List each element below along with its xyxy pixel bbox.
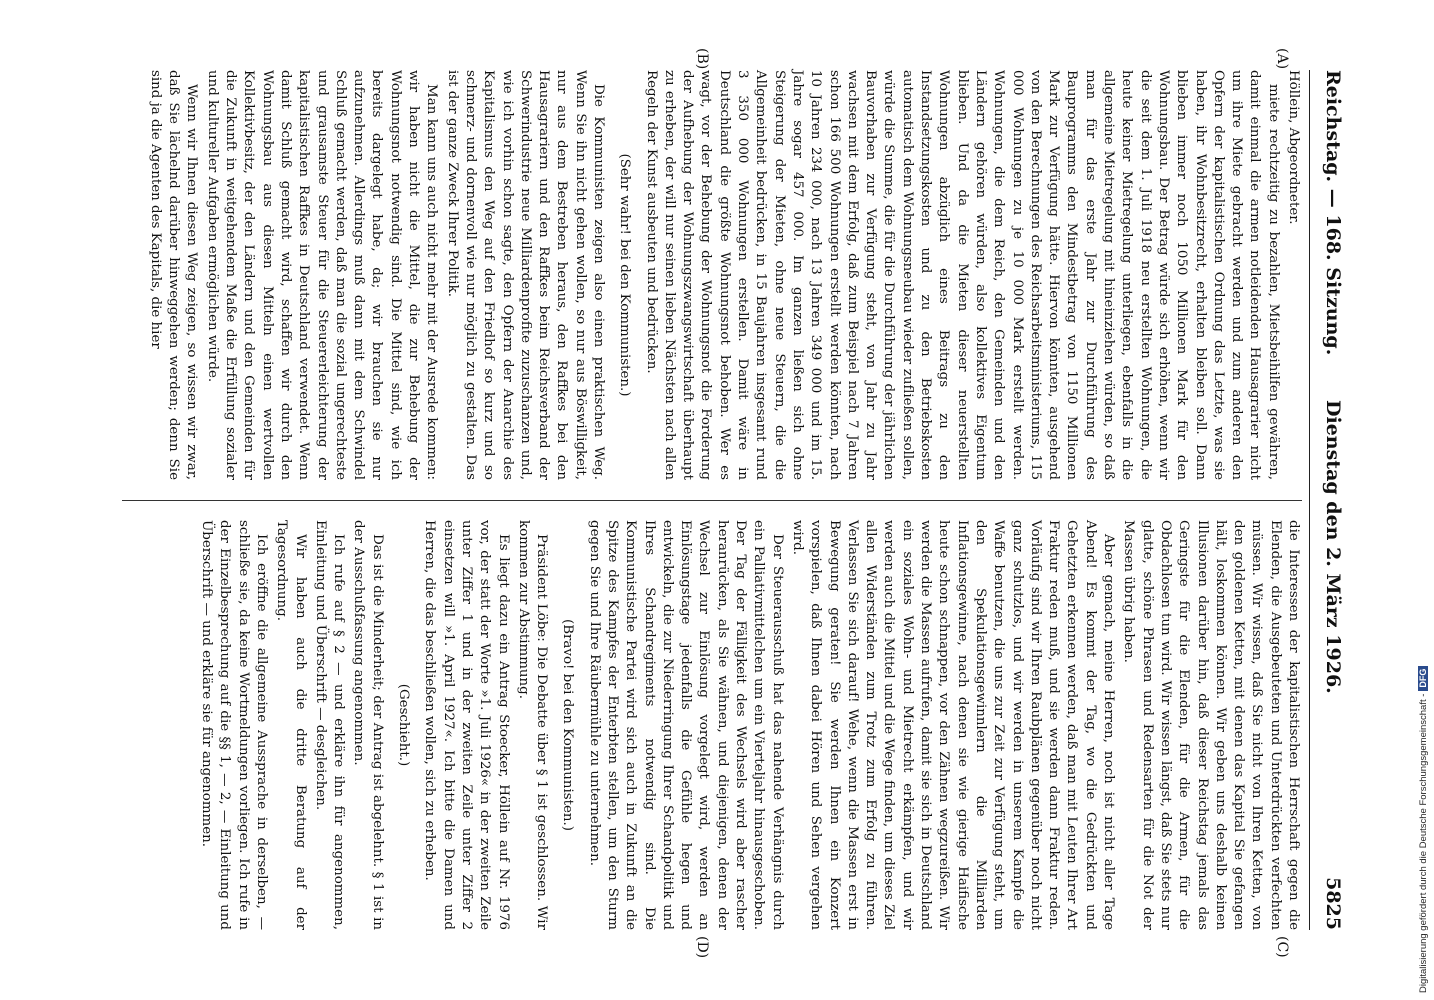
dfg-logo: DFG (1418, 666, 1428, 691)
paragraph: Wenn wir Ihnen diesen Weg zeigen, so wissen wir zwar, daß Sie lächelnd darüber hinweggehen werden; denn Sie sind ja die Agenten des Kapitals, die hier (147, 70, 200, 480)
margin-letter-c: (C) (1274, 936, 1290, 958)
interjection: (Bravo! bei den Kommunisten.) (560, 618, 576, 832)
paragraph: Wir haben auch die dritte Beratung auf der Tagesordnung. (274, 520, 308, 930)
president-statement: Präsident Löbe: Die Debatte über § 1 ist geschlossen. Wir kommen zur Abstimmung. (515, 520, 550, 930)
paragraph: Es liegt dazu ein Antrag Stoecker, Höllein auf Nr. 1976 vor, der statt der Worte »1. Juli 1926« in der zweiten Zeile unter Ziffer 1 und in der zweiten Zeile unter Ziffer 2 einsetzen will »1. April 1927«. Ich bitte die Damen und Herren, die das beschließen wollen, sich zu erheben. (422, 520, 511, 930)
margin-letter-b: (B) (694, 48, 710, 70)
paragraph: Ich rufe auf § 2 — und erkläre ihn für angenommen, Einleitung und Überschrift — desgleichen. (312, 520, 347, 930)
header-left: Reichstag. — 168. Sitzung. (1322, 70, 1344, 356)
column-divider (122, 500, 1302, 501)
left-column (144, 70, 1302, 480)
paragraph: Der Steuerausschuß hat das nahende Verhängnis durch ein Palliativmittelchen um ein Vierteljahr hinausgeschoben. Der Tag der Fälligkeit des Wechsels wird aber rascher heranrücken, als Sie wähnen, und diejenigen, denen der Wechsel zur Einlösung vorgelegt wird, werden an Einlösungstage jedenfalls die Gefühle hegen und entwickeln, die zur Niederringung Ihrer Schandpolitik und Ihres Schandregiments notwendig sind. Die Kommunistische Partei wird sich auch in Zukunft an die Spitze des Kampfes der Enterbten stellen, um den Sturm gegen Sie und Ihre Räubermühle zu unternehmen. (586, 520, 785, 930)
margin-letter-d: (D) (694, 936, 710, 959)
page-header (1309, 70, 1350, 930)
paragraph: Aber gemach, meine Herren, noch ist nicht aller Tage Abend! Es kommt der Tag, wo die Gedrückten und Gehetzten erkennen werden, daß man mit Leuten Ihrer Art Fraktur reden muß, und sie werden dann Fraktur reden. Vorläufig sind wir Ihren Raubplänen gegenüber noch nicht ganz schutzlos, und wir werden in unserem Kampfe die Waffe benutzen, die uns zur Zeit zur Verfügung steht, um den Spekulationsgewinnlern die Milliarden Inflationsgewinne, nach denen sie wie gierige Haifische heute schon schnappen, vor den Zähnen wegzureißen. Wir werden die Massen aufrufen, damit sie sich in Deutschland ein soziales Wohn- und Mietrecht erkämpfen, und wir werden auch die Mittel und die Wege finden, um dieses Ziel allen Widerständen zum Trotz zum Erfolg zu führen. Verlassen Sie sich darauf! Wehe, wenn die Massen erst in Bewegung geraten! Sie werden Ihnen ein Konzert vorspielen, daß Ihnen dabei Hören und Sehen vergehen wird. (789, 520, 1117, 930)
interjection: (Sehr wahr! bei den Kommunisten.) (617, 153, 633, 397)
paragraph: Die Kommunisten zeigen also einen praktischen Weg. Wenn Sie ihn nicht gehen wollen, so nur aus Böswilligkeit, nur aus dem Bestreben heraus, den Raffkes bei den Hausagrariern und den Raffkes beim Reichsverband der Schwerindustrie neue Milliardenprofite zuzuschanzen und, wie ich vorhin schon sagte, den Opfern der Anarchie des Kapitalismus den Weg auf den Friedhof so kurz und so schmerz- und dornenvoll wie nur möglich zu gestalten. Das ist der ganze Zweck Ihrer Politik. (444, 70, 607, 480)
paragraph: die Interessen der kapitalistischen Herrschaft gegen die Elenden, die Ausgebeuteten und Unterdrückten verfechten müssen. Wir wissen, daß Sie nicht von Ihren Ketten, von den goldenen Ketten, mit denen das Kapital Sie gefangen hält, loskommen können. Wir geben uns deshalb keinen Illusionen darüber hin, daß dieser Reichstag jemals das Geringste für die Elenden, für die Armen, für die Obdachlosen tun wird. Wir wissen längst, daß Sie stets nur glatte, schöne Phrasen und Redensarten für die Not der Massen übrig haben. (1121, 520, 1301, 930)
interjection: (Geschieht.) (396, 683, 412, 767)
paragraph: Man kann uns auch nicht mehr mit der Ausrede kommen: wir haben nicht die Mittel, die zur Behebung der Wohnungsnot notwendig sind. Die Mittel sind, wie ich bereits dargelegt habe, da; wir brauchen sie nur aufzunehmen. Allerdings muß dann mit dem Schwindel Schluß gemacht werden, daß man die sozial ungerechteste und grausamste Steuer für die Steuererleichterung der kapitalistischen Raffkes in Deutschland verwendet. Wenn damit Schluß gemacht wird, schaffen wir durch den Wohnungsbau aus diesen Mitteln einen wertvollen Kollektivbesitz, der den Ländern und den Gemeinden für die Zukunft in weitgehendem Maße die Erfüllung sozialer und kultureller Aufgaben ermöglichen würde. (204, 70, 440, 480)
rotated-page-content (110, 48, 1350, 959)
page-number: 5825 (1322, 877, 1344, 930)
paragraph: miete rechtzeitig zu bezahlen, Mietsbeihilfen gewähren, damit einmal die armen notleidenden Hausagrarier nicht um ihre Miete gebracht werden und zum anderen den Opfern der kapitalistischen Ordnung das Letzte, was sie haben, ihr Wohnbesitzrecht, erhalten bleiben soll. Dann blieben immer noch 1050 Millionen Mark für den Wohnungsbau. Der Betrag würde sich erhöhen, wenn wir die seit dem 1. Juli 1918 neu erstellten Wohnungen, die heute keiner Mietregelung unterliegen, ebenfalls in die allgemeine Mietregelung mit hineinziehen würden, so daß man für das erste Jahr zur Durchführung des Bauprogramms den Mindestbetrag von 1150 Millionen Mark zur Verfügung hätte. Hiervon könnten, ausgehend von den Berechnungen des Reichsarbeitsministeriums, 115 000 Wohnungen zu je 10 000 Mark erstellt werden. Wohnungen, die dem Reich, den Gemeinden und den Ländern gehören würden, also kollektives Eigentum blieben. Und da die Mieten dieser neuerstellten Wohnungen abzüglich eines Beitrags zu den Instandsetzungskosten und zu den Betriebskosten automatisch dem Wohnungsneubau wieder zufließen sollen, würde die Summe, die für die Durchführung der jährlichen Bauvorhaben zur Verfügung steht, von Jahr zu Jahr wachsen mit dem Erfolg, daß zum Beispiel nach 7 Jahren schon 166 500 Wohnungen erstellt werden könnten, nach 10 Jahren 234 000, nach 13 Jahren 349 000 und im 15. Jahre sogar 457 000. Im ganzen ließen sich ohne Steigerung der Mieten, ohne neue Steuern, die die Allgemeinheit bedrücken, in 15 Baujahren insgesamt rund 3 350 000 Wohnungen erstellen. Damit wäre in Deutschland die größte Wohnungsnot behoben. Wer es wagt, vor der Behebung der Wohnungsnot die Forderung der Aufhebung der Wohnungszwangswirtschaft überhaupt zu erheben, der will nur seinen lieben Nächsten nach allen Regeln der Kunst ausbeuten und bedrücken. (643, 70, 1281, 480)
funding-note (1418, 666, 1429, 993)
speaker-line: Höllein, Abgeordneter. (1286, 70, 1301, 225)
header-date: Dienstag den 2. März 1926. (1322, 400, 1344, 694)
right-column (195, 520, 1302, 930)
funding-text: Digitalisierung gefördert durch die Deutsche Forschungsgemeinschaft - (1418, 693, 1429, 993)
paragraph: Das ist die Minderheit; der Antrag ist abgelehnt. § 1 ist in der Ausschußfassung angenommen. (351, 520, 385, 930)
paragraph: Ich eröffne die allgemeine Aussprache in derselben, — schließe sie, da keine Wortmeldungen vorliegen. Ich rufe in der Einzelbesprechung auf die §§ 1, — 2, — Einleitung und Überschrift — und erkläre sie für angenommen. (199, 520, 269, 930)
margin-letter-a: (A) (1274, 48, 1290, 70)
